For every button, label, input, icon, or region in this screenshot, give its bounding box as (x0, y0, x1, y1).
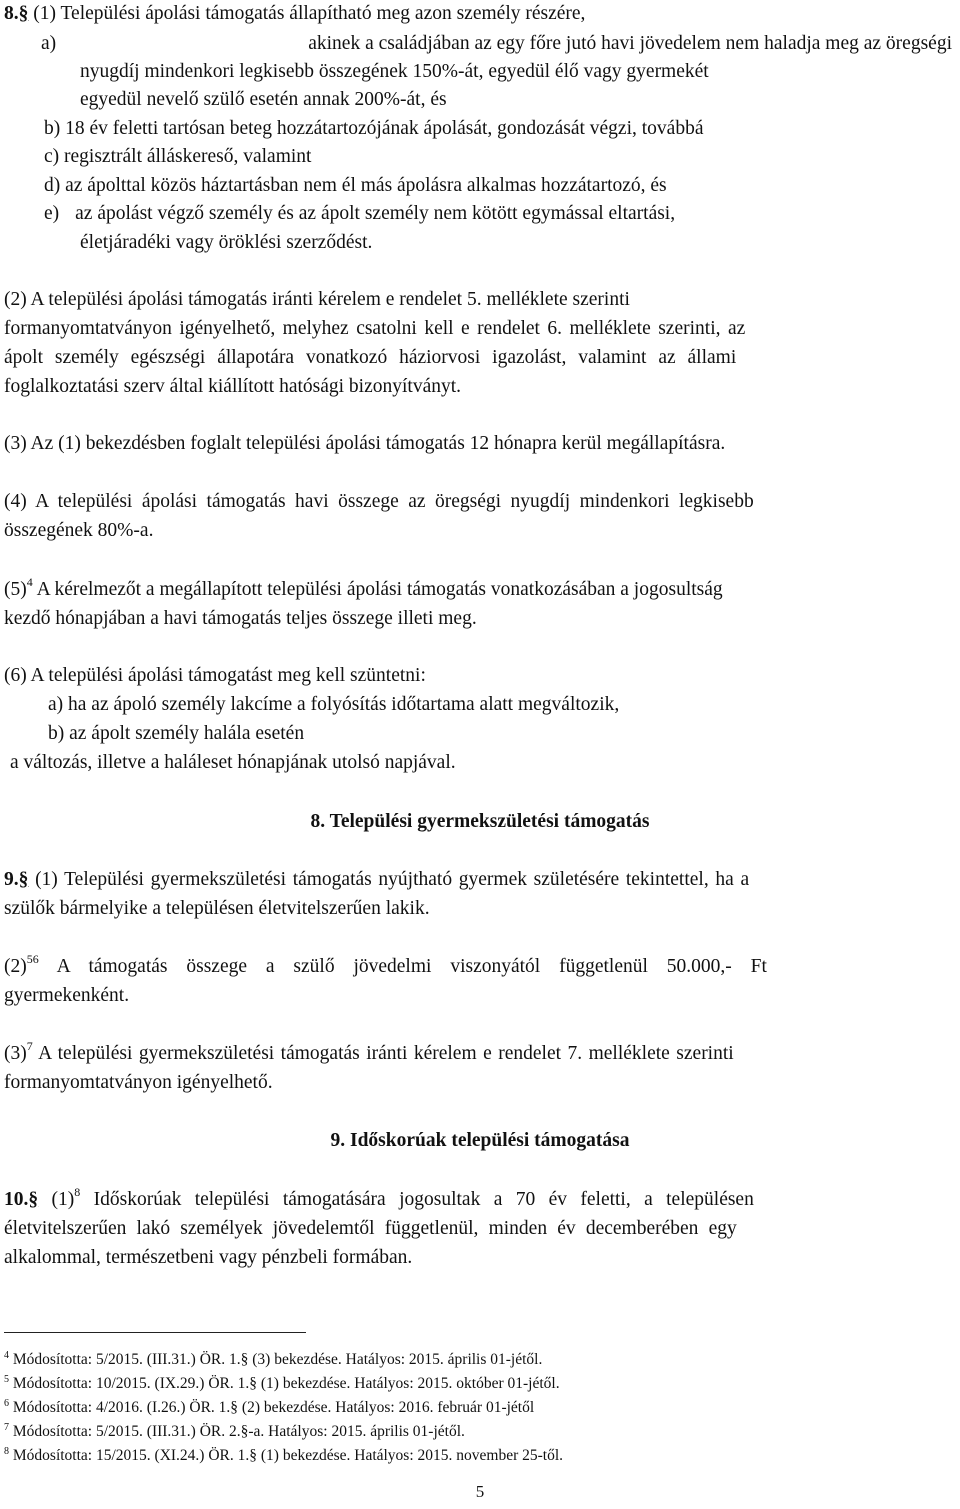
footnote-7: $^7$ Módosította: 5/2015. (III.31.) ÖR. 2.§-a. Hatályos: 2015. április 01-jétől. (4, 1422, 465, 1440)
section-10-line3: alkalommal, természetbeni vagy pénzbeli formában. (4, 1247, 413, 1268)
footnote-ref: 56 (26, 952, 39, 966)
item-a-line2: nyugdíj mindenkori legkisebb összegének 150%-át, egyedül élő vagy gyermekét (80, 61, 709, 82)
chapter-8-title: 8. Települési gyermekszületési támogatás (310, 811, 650, 832)
footnote-ref: 7 (26, 1039, 33, 1053)
footnote-ref: 8 (74, 1185, 81, 1199)
footnote-5: $^5$ Módosította: 10/2015. (IX.29.) ÖR. 1.§ (1) bekezdése. Hatályos: 2015. október 01-jétől. (4, 1374, 560, 1392)
section-9-para-3-line1: $(3)^7$ A települési gyermekszületési támogatás iránti kérelem e rendelet 7. melléklete szerinti (4, 1039, 734, 1064)
item-c: c) regisztrált álláskereső, valamint (44, 146, 312, 167)
para-6-closing: a változás, illetve a haláleset hónapjának utolsó napjával. (10, 752, 456, 773)
section-10-line1: 10.§ $(1)^8$ Időskorúak települési támogatására jogosultak a 70 év feletti, a településen (4, 1185, 754, 1210)
para-5-line1: $(5)^4$ A kérelmezőt a megállapított települési ápolási támogatás vonatkozásában a jogosultság (4, 575, 723, 600)
footnote-ref: 4 (26, 575, 33, 589)
para-2-line4: foglalkoztatási szerv által kiállított hatósági bizonyítványt. (4, 376, 462, 397)
para-2-line2: formanyomtatványon igényelhető, melyhez csatolni kell e rendelet 6. melléklete szerinti, az (4, 318, 746, 339)
para-5-line2: kezdő hónapjában a havi támogatás teljes összege illeti meg. (4, 608, 477, 629)
item-a-line3: egyedül nevelő szülő esetén annak 200%-át, és (80, 89, 447, 110)
section-8-heading-line: 8.§ (1) Települési ápolási támogatás állapítható meg azon személy részére, (4, 3, 586, 24)
para-6-item-a: a) ha az ápoló személy lakcíme a folyósítás időtartama alatt megváltozik, (48, 694, 620, 715)
footnote-4: $^4$ Módosította: 5/2015. (III.31.) ÖR. 1.§ (3) bekezdése. Hatályos: 2015. április 01-jétől. (4, 1350, 543, 1368)
section-9-line2: szülők bármelyike a településen életvitelszerűen lakik. (4, 898, 430, 919)
item-a-line1: a) akinek a családjában az egy főre jutó havi jövedelem nem haladja meg az öregségi (41, 33, 952, 54)
section-9-line1: 9.§ (1) Települési gyermekszületési támogatás nyújtható gyermek születésére tekintettel, ha a (4, 869, 750, 890)
section-9-para-2-line2: gyermekenként. (4, 985, 130, 1006)
section-9-para-2-line1: $(2)^{56}$ A támogatás összege a szülő jövedelmi viszonyától függetlenül 50.000,- Ft (4, 952, 767, 977)
footnote-8: $^8$ Módosította: 15/2015. (XI.24.) ÖR. 1.§ (1) bekezdése. Hatályos: 2015. november 25-től. (4, 1446, 564, 1464)
para-6-item-b: b) az ápolt személy halála esetén (48, 723, 305, 744)
para-6: (6) A települési ápolási támogatást meg kell szüntetni: (4, 665, 426, 686)
item-b: b) 18 év feletti tartósan beteg hozzátartozójának ápolását, gondozását végzi, továbbá (44, 118, 704, 139)
para-2-line1: (2) A települési ápolási támogatás iránti kérelem e rendelet 5. melléklete szerinti (4, 289, 630, 310)
section-9-para-3-line2: formanyomtatványon igényelhető. (4, 1072, 273, 1093)
section-10-line2: életvitelszerűen lakó személyek jövedelemtől függetlenül, minden év decemberében egy (4, 1218, 737, 1239)
item-e-line1: e) az ápolást végző személy és az ápolt személy nem kötött egymással eltartási, (44, 203, 676, 224)
item-d: d) az ápolttal közös háztartásban nem él más ápolásra alkalmas hozzátartozó, és (44, 175, 667, 196)
section-number: 8. (4, 3, 19, 24)
para-4-line2: összegének 80%-a. (4, 520, 154, 541)
page-number: 5 (475, 1482, 485, 1501)
section-sign: § (18, 3, 29, 24)
footnote-separator (4, 1332, 306, 1333)
para-4-line1: (4) A települési ápolási támogatás havi összege az öregségi nyugdíj mindenkori legkisebb (4, 491, 754, 512)
chapter-9-title: 9. Időskorúak települési támogatása (330, 1130, 630, 1151)
item-e-line2: életjáradéki vagy öröklési szerződést. (80, 232, 373, 253)
para-3: (3) Az (1) bekezdésben foglalt települési ápolási támogatás 12 hónapra kerül megállapításra. (4, 433, 726, 454)
para-2-line3: ápolt személy egészségi állapotára vonatkozó háziorvosi igazolást, valamint az állami (4, 347, 737, 368)
footnote-6: $^6$ Módosította: 4/2016. (I.26.) ÖR. 1.§ (2) bekezdése. Hatályos: 2016. február 01-jétől (4, 1398, 535, 1416)
